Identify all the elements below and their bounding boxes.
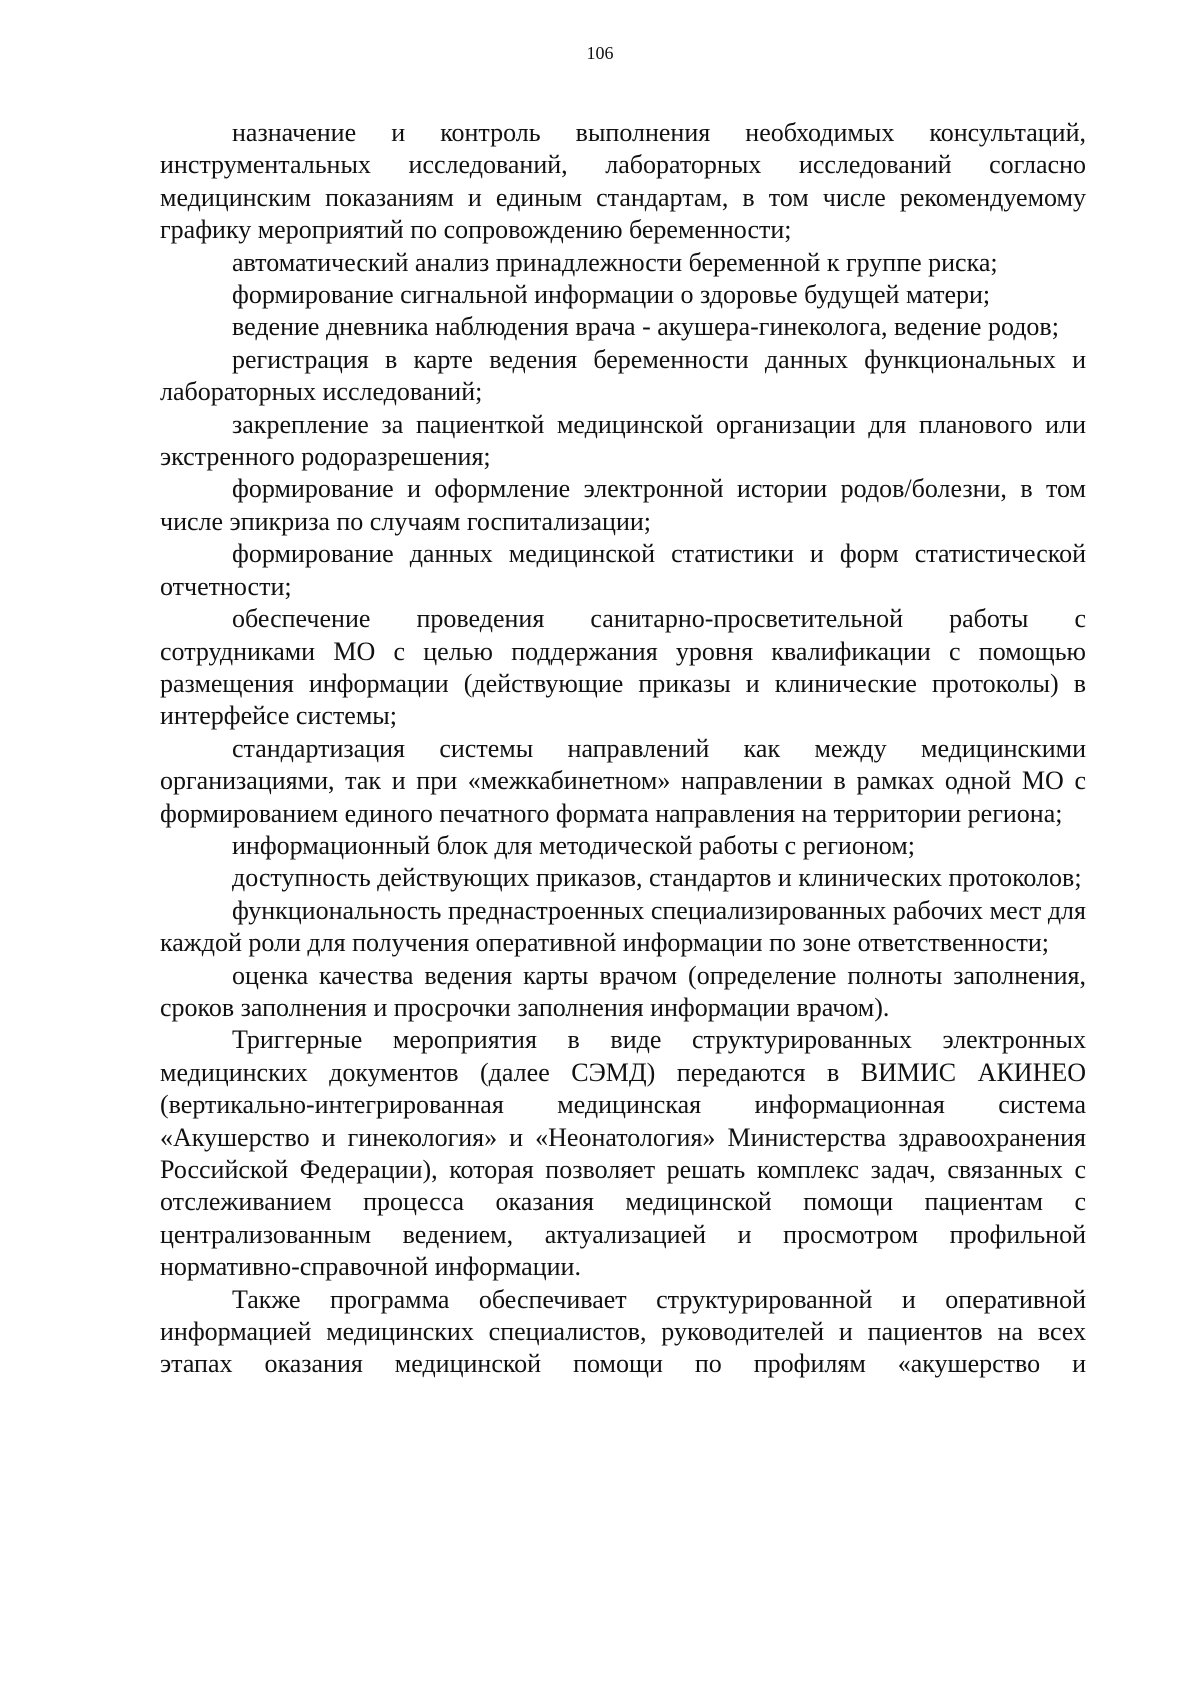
paragraph: закрепление за пациенткой медицинской организации для планового или экстренного родоразрешения; — [160, 409, 1086, 472]
body-text — [160, 117, 1086, 1381]
paragraph: назначение и контроль выполнения необходимых консультаций, инструментальных исследований, лабораторных исследований согласно медицинским показаниям и единым стандартам, в том числе рекомендуемому графику мероприятий по сопровождению беременности; — [160, 118, 1086, 245]
paragraph: доступность действующих приказов, стандартов и клинических протоколов; — [232, 863, 1082, 893]
paragraph: Также программа обеспечивает структурированной и оперативной информацией медицинских специалистов, руководителей и пациентов на всех этапах оказания медицинской помощи по профилям «акушерство и — [160, 1284, 1086, 1379]
paragraph: автоматический анализ принадлежности беременной к группе риска; — [232, 247, 998, 277]
paragraph: стандартизация системы направлений как между медицинскими организациями, так и при «межкабинетном» направлении в рамках одной МО с формированием единого печатного формата направления на территории региона; — [160, 733, 1086, 828]
paragraph: функциональность преднастроенных специализированных рабочих мест для каждой роли для получения оперативной информации по зоне ответственности; — [160, 895, 1086, 958]
paragraph: оценка качества ведения карты врачом (определение полноты заполнения, сроков заполнения и просрочки заполнения информации врачом). — [160, 960, 1086, 1022]
paragraph: ведение дневника наблюдения врача - акушера-гинеколога, ведение родов; — [232, 312, 1059, 342]
paragraph: формирование сигнальной информации о здоровье будущей матери; — [232, 280, 991, 310]
paragraph: обеспечение проведения санитарно-просветительной работы с сотрудниками МО с целью поддержания уровня квалификации с помощью размещения информации (действующие приказы и клинические протоколы) в интерфейсе системы; — [160, 604, 1086, 731]
paragraph: формирование данных медицинской статистики и форм статистической отчетности; — [160, 539, 1086, 601]
paragraph: Триггерные мероприятия в виде структурированных электронных медицинских документов (далее СЭМД) передаются в ВИМИС АКИНЕО (вертикально-интегрированная медицинская информационная система «Акушерство и гинекология» и «Неонатология» Министерства здравоохранения Российской Федерации), которая позволяет решать комплекс задач, связанных с отслеживанием процесса оказания медицинской помощи пациентам с централизованным ведением, актуализацией и просмотром профильной нормативно-справочной информации. — [160, 1025, 1086, 1282]
page-number: 106 — [586, 43, 614, 63]
paragraph: формирование и оформление электронной истории родов/болезни, в том числе эпикриза по случаям госпитализации; — [160, 474, 1086, 536]
paragraph: регистрация в карте ведения беременности данных функциональных и лабораторных исследований; — [160, 344, 1086, 407]
paragraph: информационный блок для методической работы с регионом; — [232, 830, 915, 860]
